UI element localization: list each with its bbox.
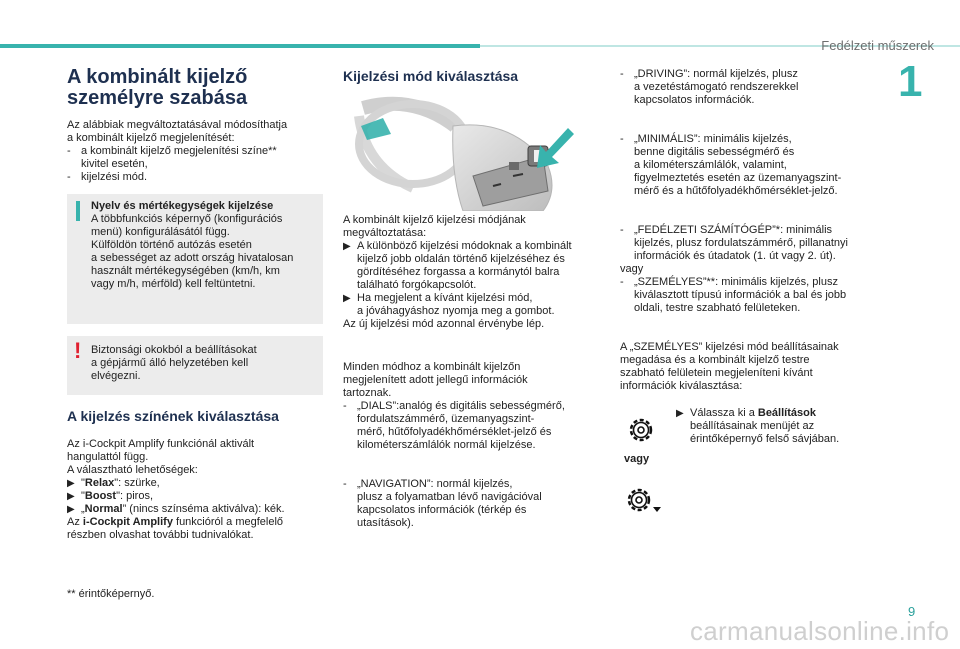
modes-intro-line: megjelenített adott jellegű információk (343, 374, 528, 386)
dash-marker: - (620, 68, 624, 80)
list-item (67, 145, 323, 171)
mode-description (343, 214, 605, 240)
step-line: gördítéséhez forgassa a kormánytól balra (357, 266, 560, 278)
section-title: Fedélzeti műszerek (821, 38, 934, 53)
mode-line: plusz a folyamatban lévő navigációval (357, 491, 542, 503)
quote-close: " (116, 490, 120, 502)
warning-box-text (91, 344, 315, 383)
page-title (67, 67, 323, 109)
mode-line: „MINIMÁLIS”: minimális kijelzés, (634, 133, 792, 145)
mode-line: benne digitális sebességmérő és (634, 146, 795, 158)
info-line: A többfunkciós képernyő (konfigurációs (91, 213, 283, 225)
personal-intro-line: szabható felületein megjeleníteni kívánt (620, 367, 813, 379)
step-item (343, 292, 605, 318)
info-box-title-text: Nyelv és mértékegységek kijelzése (91, 200, 274, 212)
mode-item-minimal (620, 133, 882, 198)
dash-marker: - (620, 133, 624, 145)
color-line: hangulattól függ. (67, 451, 149, 463)
desc-line: A kombinált kijelző kijelzési módjának (343, 214, 526, 226)
quote-open: " (81, 477, 85, 489)
outro-text: részben olvashat további tudnivalókat. (67, 529, 254, 541)
header-band-left (0, 44, 480, 48)
gear-icon (626, 415, 656, 445)
watermark: carmanualsonline.info (690, 616, 950, 646)
color-option-relax (67, 477, 323, 490)
mode-line: kijelzés, plusz fordulatszámmérő, pillanatnyi (634, 237, 848, 249)
icon-or-text: vagy (624, 453, 650, 465)
info-line: a sebességet az adott ország hivatalosan (91, 252, 294, 264)
personal-intro-line: információk kiválasztása: (620, 380, 743, 392)
steering-wheel-illustration (343, 96, 605, 211)
info-box-title (91, 200, 315, 213)
gear-dropdown-icon (624, 485, 664, 517)
warning-box-safety (67, 336, 323, 395)
mode-item-trip-computer (620, 224, 882, 263)
option-name: Boost (84, 490, 117, 502)
modes-intro-line: tartoznak. (343, 387, 392, 399)
mode-line: „SZEMÉLYES”**: minimális kijelzés, plusz (634, 276, 838, 288)
personal-intro-line: A „SZEMÉLYES” kijelzési mód beállításainak (620, 341, 839, 353)
dash-marker: - (67, 171, 71, 183)
warning-line: elvégezni. (91, 370, 141, 382)
mode-line: kiválasztott típusú információk a bal és jobb (634, 289, 847, 301)
column-left (67, 58, 323, 601)
settings-instruction (676, 407, 876, 446)
color-line: A választható lehetőségek: (67, 464, 198, 476)
arrow-bullet-icon: ▶︎ (67, 491, 75, 502)
info-line: használt mértékegységében (km/h, km (91, 265, 280, 277)
column-right (620, 58, 882, 517)
settings-icons-area (620, 407, 882, 517)
chapter-number: 1 (898, 57, 923, 106)
personal-intro (620, 341, 882, 393)
mode-line: oldali, testre szabható felületeken. (634, 302, 801, 314)
mode-item-personal (620, 276, 882, 315)
arrow-bullet-icon: ▶︎ (676, 408, 684, 419)
color-option-normal (67, 503, 323, 516)
info-line: Külföldön történő autózás esetén (91, 239, 252, 251)
column-middle (343, 58, 605, 530)
intro-line: Az alábbiak megváltoztatásával módosíthatja (67, 119, 288, 131)
page-title-line1: A kombinált kijelző (67, 66, 248, 88)
info-icon (76, 201, 80, 221)
page-title-line2: személyre szabása (67, 87, 248, 109)
mode-result: Az új kijelzési mód azonnal érvénybe lép. (343, 318, 545, 330)
mode-line: „DIALS”:analóg és digitális sebességmérő, (357, 400, 565, 412)
option-desc: (nincs színséma aktiválva): kék. (126, 503, 285, 515)
option-name: Relax (84, 477, 115, 489)
option-desc: : szürke, (118, 477, 160, 489)
mode-line: mérő, hűtőfolyadékhőmérséklet-jelző és (357, 426, 552, 438)
dash-marker: - (343, 400, 347, 412)
mode-line: a vezetéstámogató rendszerekkel (634, 81, 799, 93)
intro-line: a kombinált kijelző megjelenítését: (67, 132, 235, 144)
section-heading-mode: Kijelzési mód kiválasztása (343, 68, 519, 84)
dash-marker: - (620, 276, 624, 288)
color-option-boost (67, 490, 323, 503)
outro-text: funkcióról a megfelelő (172, 516, 284, 528)
warning-line: a gépjármű álló helyzetében kell (91, 357, 249, 369)
arrow-bullet-icon: ▶︎ (67, 504, 75, 515)
color-text (67, 438, 323, 477)
info-box-language-units (67, 194, 323, 324)
option-name: Normal (84, 503, 123, 515)
mode-line: a kilométerszámlálók, valamint, (634, 159, 787, 171)
mode-line: kapcsolatos információk. (634, 94, 755, 106)
quote-close: " (114, 477, 119, 489)
settings-bold: Beállítások (757, 407, 816, 419)
mode-line: figyelmeztetés esetén az üzemanyagszint- (634, 172, 842, 184)
mode-line: „DRIVING”: normál kijelzés, plusz (634, 68, 798, 80)
mode-item-driving (620, 68, 882, 107)
info-box-text (91, 213, 315, 291)
settings-text: érintőképernyő felső sávjában. (690, 433, 840, 445)
dash-marker: - (67, 145, 71, 157)
step-line: A különböző kijelzési módoknak a kombinált (357, 240, 572, 252)
step-line: a jóváhagyáshoz nyomja meg a gombot. (357, 305, 555, 317)
steering-wheel-icon (343, 96, 605, 211)
or-text: vagy (620, 263, 644, 275)
list-item-text: a kombinált kijelző megjelenítési színe** (81, 145, 277, 157)
warning-icon: ! (74, 338, 82, 363)
arrow-bullet-icon: ▶︎ (343, 241, 351, 252)
intro-text (67, 119, 323, 145)
settings-text: beállításainak menüjét az (690, 420, 815, 432)
list-item-text: kijelzési mód. (81, 171, 148, 183)
page-number: 9 (908, 604, 916, 619)
dash-marker: - (620, 224, 624, 236)
modes-intro (343, 361, 605, 400)
footnote: ** érintőképernyő. (67, 588, 155, 600)
mode-line: „NAVIGATION”: normál kijelzés, (357, 478, 513, 490)
list-item-text: kivitel esetén, (81, 158, 148, 170)
step-line: Ha megjelent a kívánt kijelzési mód, (357, 292, 533, 304)
desc-line: megváltoztatása: (343, 227, 427, 239)
color-line: Az i-Cockpit Amplify funkciónál aktivált (67, 438, 255, 450)
color-outro (67, 516, 323, 542)
personal-intro-line: megadása és a kombinált kijelző testre (620, 354, 810, 366)
mode-line: utasítások). (357, 517, 414, 529)
settings-text: Válassza ki a (690, 407, 758, 419)
option-desc: : piros, (119, 490, 153, 502)
info-line: vagy m/h, mérföld) kell feltüntetni. (91, 278, 256, 290)
mode-item-navigation (343, 478, 605, 530)
arrow-bullet-icon: ▶︎ (343, 293, 351, 304)
section-heading-color: A kijelzés színének kiválasztása (67, 408, 279, 424)
dash-marker: - (343, 478, 347, 490)
info-line: menü) konfigurálásától függ. (91, 226, 230, 238)
step-line: található forgókapcsolót. (357, 279, 477, 291)
arrow-bullet-icon: ▶︎ (67, 478, 75, 489)
quote-close: ” (122, 503, 127, 515)
outro-text: Az (67, 516, 83, 528)
warning-line: Biztonsági okokból a beállításokat (91, 344, 257, 356)
step-line: kijelző jobb oldalán történő kijelzéséhez és (357, 253, 565, 265)
mode-line: kapcsolatos információk (térkép és (357, 504, 527, 516)
list-item (67, 171, 323, 184)
outro-bold: i-Cockpit Amplify (82, 516, 173, 528)
mode-line: kilométerszámlálók normál kijelzése. (357, 439, 536, 451)
quote-open: „ (81, 503, 85, 515)
mode-line: fordulatszámmérő, üzemanyagszint- (357, 413, 535, 425)
mode-line: „FEDÉLZETI SZÁMÍTÓGÉP”*: minimális (634, 224, 833, 236)
mode-line: mérő és a hűtőfolyadékhőmérséklet-jelző. (634, 185, 838, 197)
mode-item-dials (343, 400, 605, 452)
modes-intro-line: Minden módhoz a kombinált kijelzőn (343, 361, 521, 373)
step-item (343, 240, 605, 292)
quote-open: " (81, 490, 85, 502)
mode-line: információk és útadatok (1. út vagy 2. út). (634, 250, 836, 262)
